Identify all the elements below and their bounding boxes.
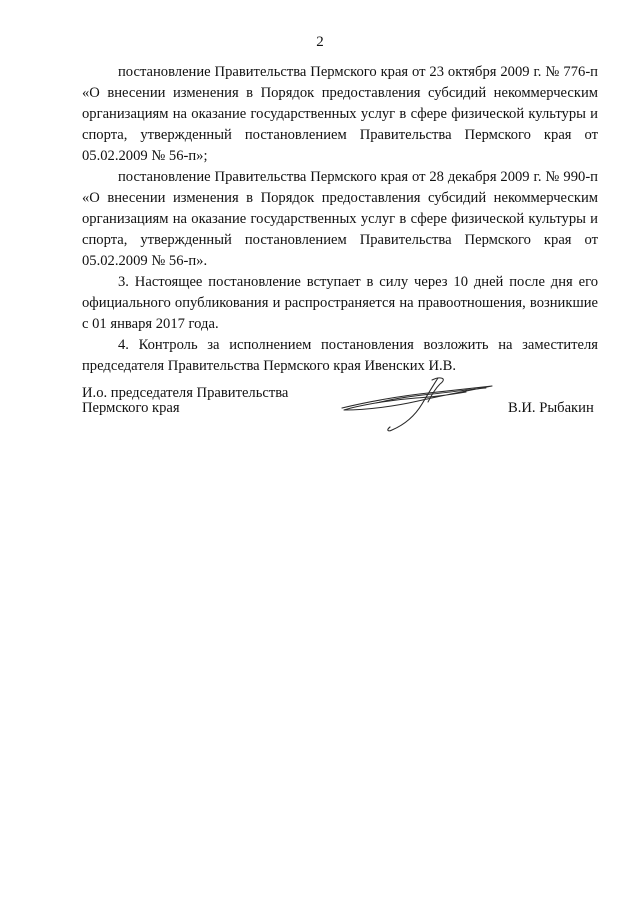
paragraph-resolution-776: постановление Правительства Пермского края от 23 октября 2009 г. № 776-п «О внесении изменения в Порядок предоставления субсидий некоммерческим организациям на оказание государственных услуг в сфере физической культуры и спорта, утвержденный постановлением Правительства Пермского края от 05.02.2009 № 56-п»; (82, 64, 598, 164)
signatory-position-line2: Пермского края (82, 400, 180, 416)
signer-name: В.И. Рыбакин (508, 400, 594, 416)
signatory-position (82, 386, 288, 416)
page-number: 2 (316, 34, 324, 50)
paragraph-control: 4. Контроль за исполнением постановления возложить на заместителя председателя Правительства Пермского края Ивенских И.В. (82, 337, 598, 374)
signatory-position-line1: И.о. председателя Правительства (82, 385, 289, 401)
paragraph-resolution-990: постановление Правительства Пермского края от 28 декабря 2009 г. № 990-п «О внесении изменения в Порядок предоставления субсидий некоммерческим организациям на оказание государственных услуг в сфере физической культуры и спорта, утвержденный постановлением Правительства Пермского края от 05.02.2009 № 56-п». (82, 169, 598, 269)
handwritten-signature (336, 372, 498, 436)
paragraph-effective-date: 3. Настоящее постановление вступает в силу через 10 дней после дня его официального опубликования и распространяется на правоотношения, возникшие с 01 января 2017 года. (82, 274, 598, 332)
document-body (82, 62, 598, 377)
